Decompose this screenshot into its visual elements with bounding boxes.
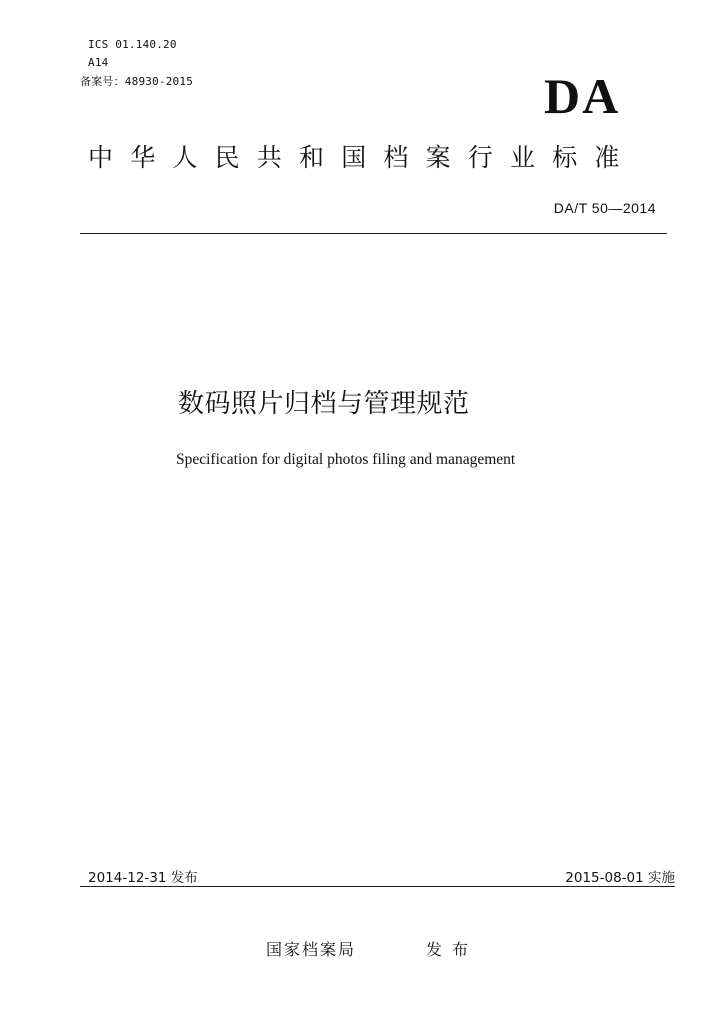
publisher-name: 国家档案局 <box>266 940 357 959</box>
document-title-chinese: 数码照片归档与管理规范 <box>178 389 470 419</box>
header-divider <box>80 233 667 234</box>
issue-date: 2014-12-31 发布 <box>88 870 198 886</box>
ics-code: ICS 01.140.20 <box>88 38 177 51</box>
record-number: 备案号：48930-2015 <box>80 75 194 88</box>
da-logo: DA <box>544 68 621 124</box>
effective-date: 2015-08-01 实施 <box>565 870 675 886</box>
document-title-english: Specification for digital photos filing and management <box>176 451 516 468</box>
footer-divider <box>80 886 675 887</box>
standard-number: DA/T 50—2014 <box>553 200 656 216</box>
ccs-code: A14 <box>88 56 109 69</box>
standard-category-heading: 中华人民共和国档案行业标准 <box>88 143 637 172</box>
publish-label: 发布 <box>426 940 479 959</box>
